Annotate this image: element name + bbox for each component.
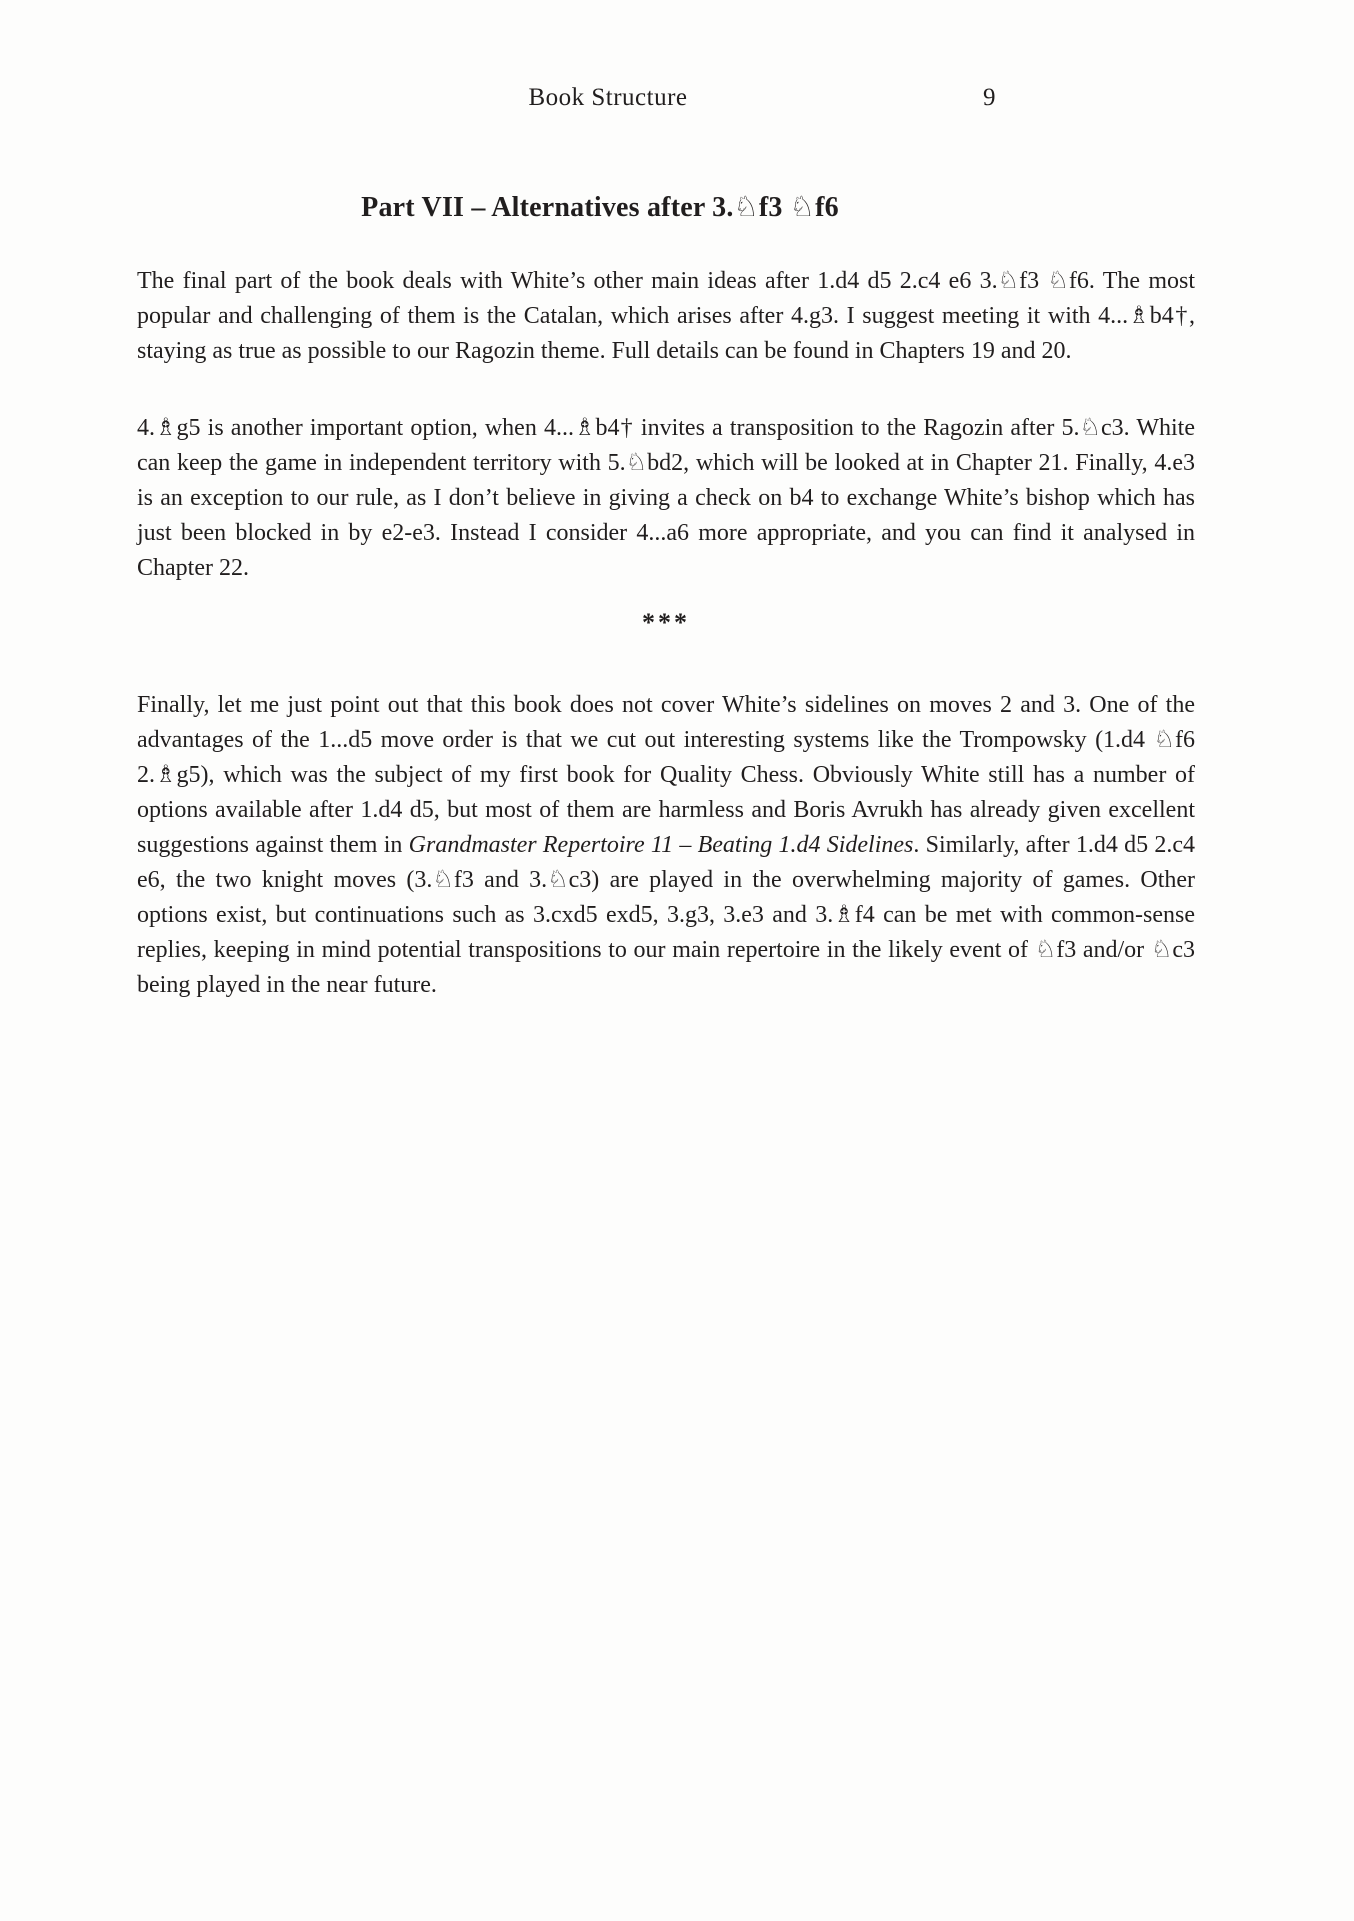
part-heading [137, 190, 1195, 224]
running-head [137, 84, 1195, 112]
paragraph-3: Finally, let me just point out that this book does not cover White’s sidelines on moves 2 and 3. One of the advantages of the 1...d5 move order is that we cut out interesting systems like the Trompowsky (1.d4 ♘f6 2.♗g5), which was the subject of my first book for Quality Chess. Obviously White still has a number of options available after 1.d4 d5, but most of them are harmless and Boris Avrukh has already given excellent suggestions against them in Grandmaster Repertoire 11 – Beating 1.d4 Sidelines. Similarly, after 1.d4 d5 2.c4 e6, the two knight moves (3.♘f3 and 3.♘c3) are played in the overwhelming majority of games. Other options exist, but continuations such as 3.cxd5 exd5, 3.g3, 3.e3 and 3.♗f4 can be met with common-sense replies, keeping in mind potential transpositions to our main repertoire in the likely event of ♘f3 and/or ♘c3 being played in the near future. [137, 692, 1196, 998]
page-number: 9 [983, 84, 996, 111]
part-heading-text: Part VII – Alternatives after 3.♘f3 ♘f6 [361, 192, 839, 223]
paragraph-2: 4.♗g5 is another important option, when 4...♗b4† invites a transposition to the Ragozin after 5.♘c3. White can keep the game in independent territory with 5.♘bd2, which will be looked at in Chapter 21. Finally, 4.e3 is an exception to our rule, as I don’t believe in giving a check on b4 to exchange White’s bishop which has just been blocked in by e2-e3. Instead I consider 4...a6 more appropriate, and you can find it analysed in Chapter 22. [137, 415, 1195, 581]
paragraph-1: The final part of the book deals with White’s other main ideas after 1.d4 d5 2.c4 e6 3.♘f3 ♘f6. The most popular and challenging of them is the Catalan, which arises after 4.g3. I suggest meeting it with 4...♗b4†, staying as true as possible to our Ragozin theme. Full details can be found in Chapters 19 and 20. [137, 268, 1195, 364]
body-text [137, 264, 1195, 1045]
section-divider: *** [642, 608, 690, 637]
running-head-title: Book Structure [528, 84, 688, 111]
